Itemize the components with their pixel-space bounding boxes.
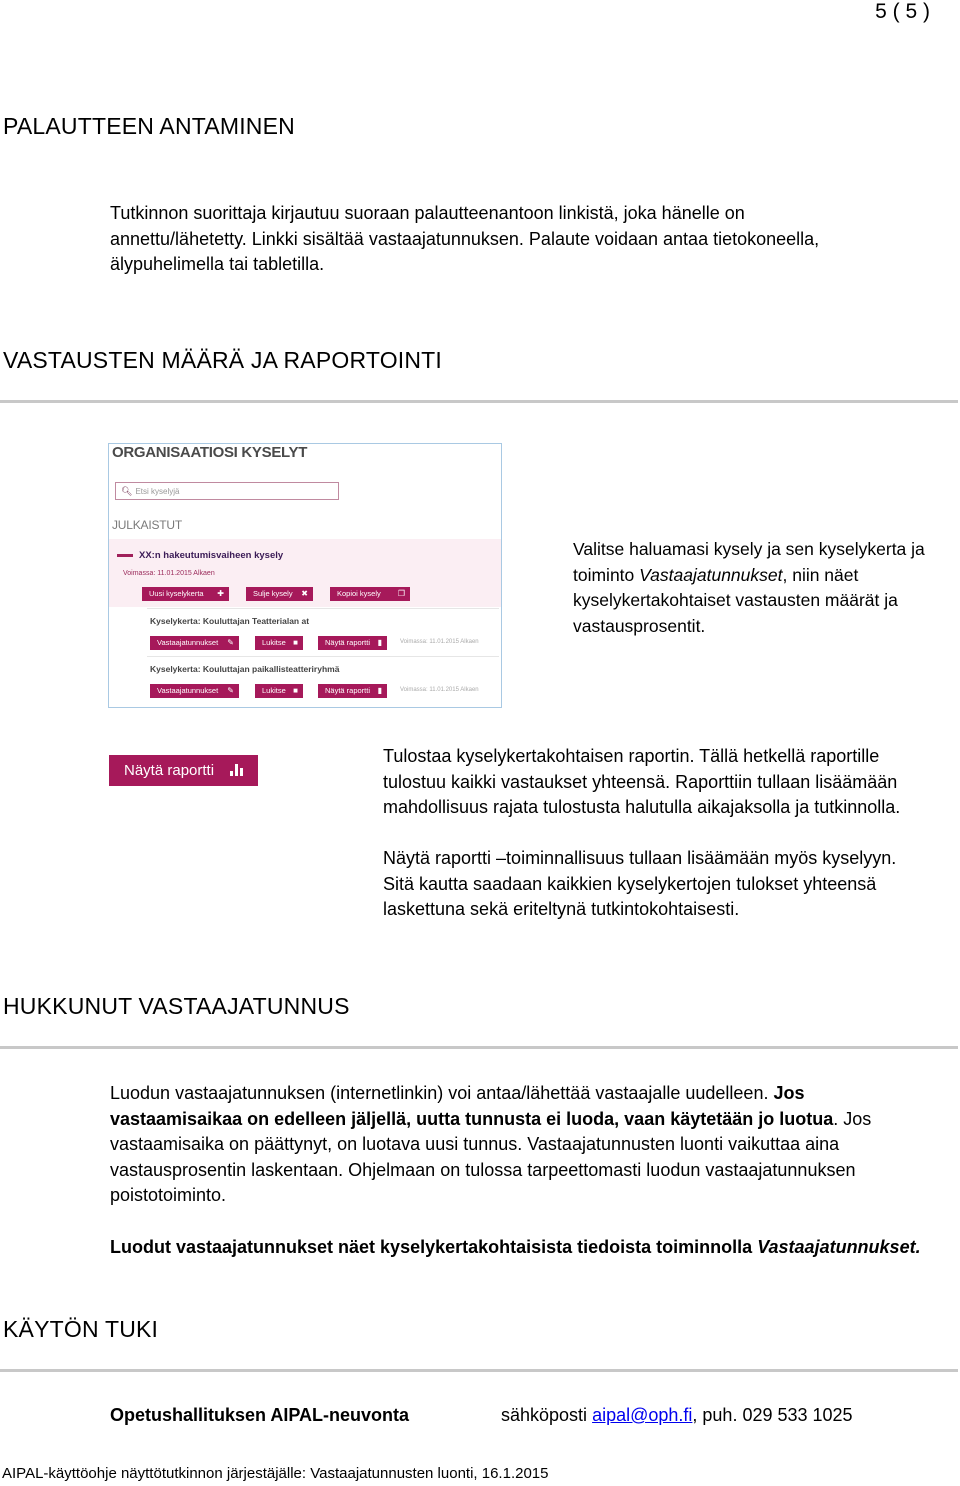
chart-icon: ▮ <box>377 638 382 647</box>
nayta-raportti-text: Näytä raportti –toiminnallisuus tullaan lisäämään myös kyselyyn. Sitä kautta saadaan kaikkien kyselykertojen tulokset yhteensä laskettuna sekä eriteltynä tutkintokohtaisesti. <box>383 848 897 919</box>
copy-kysely-button[interactable]: Kopioi kysely ❐ <box>330 587 410 601</box>
kyselykerta-name: Kyselykerta: Kouluttajan Teatterialan at <box>150 616 310 626</box>
plus-icon: ✚ <box>217 589 224 598</box>
screenshot-title: ORGANISAATIOSI KYSELYT <box>112 444 308 461</box>
heading-hukkunut-vastaajatunnus: HUKKUNUT VASTAAJATUNNUS <box>3 993 350 1019</box>
close-icon: ✖ <box>301 589 308 598</box>
close-kysely-button[interactable]: Sulje kysely ✖ <box>246 587 313 601</box>
search-icon: 🔍︎ <box>121 486 133 496</box>
kysely-name[interactable]: XX:n hakeutumisvaiheen kysely <box>117 550 283 561</box>
email-link[interactable]: aipal@oph.fi <box>592 1405 693 1425</box>
hukkunut-text: Luodun vastaajatunnuksen (internetlinkin) voi antaa/lähettää vastaajalle uudelleen. Jos vastaamisaikaa on edelleen jäljellä, uutta tunnusta ei luoda, vaan käytetään jo luotua. Jos vastaamisaika on päättynyt, on luotava uusi tunnus. Vastaajatunnusten luonti vaikuttaa aina vastausprosentin laskentaan. Ohjelmaan on tulossa tarpeettomasti luodun vastaajatunnuksen poistotoiminto. <box>110 1083 872 1205</box>
divider <box>0 1046 958 1049</box>
divider <box>0 1369 958 1372</box>
palautteen-text: Tutkinnon suorittaja kirjautuu suoraan palautteenantoon linkistä, joka hänelle on annettu/lähetetty. Linkki sisältää vastaajatunnuksen. Palaute voidaan antaa tietokoneella, älypuhelimella tai tabletilla. <box>110 203 820 274</box>
valitse-text: Valitse haluamasi kysely ja sen kyselykerta ja toiminto Vastaajatunnukset, niin näet kyselykertakohtaiset vastausten määrät ja vastausprosentit. <box>573 539 925 636</box>
show-report-button[interactable]: Näytä raportti ▮ <box>318 636 387 650</box>
footer: AIPAL-käyttöohje näyttötutkinnon järjestäjälle: Vastaajatunnusten luonti, 16.1.2015 <box>2 1465 549 1482</box>
heading-palautteen-antaminen: PALAUTTEEN ANTAMINEN <box>3 113 295 139</box>
vastaajatunnukset-button[interactable]: Vastaajatunnukset ✎ <box>150 636 239 650</box>
chart-icon <box>230 764 244 776</box>
kyselykerta-voimassa: Voimassa: 11.01.2015 Alkaen <box>400 687 479 693</box>
edit-icon: ✎ <box>227 638 234 647</box>
heading-kayton-tuki: KÄYTÖN TUKI <box>3 1316 159 1342</box>
lock-button[interactable]: Lukitse ■ <box>255 636 303 650</box>
divider <box>0 400 958 403</box>
kysely-voimassa: Voimassa: 11.01.2015 Alkaen <box>123 570 215 577</box>
lock-icon: ■ <box>293 638 298 647</box>
support-org: Opetushallituksen AIPAL-neuvonta <box>110 1405 410 1425</box>
search-input[interactable]: 🔍︎ Etsi kyselyjä <box>115 482 339 500</box>
chart-icon: ▮ <box>377 686 382 695</box>
show-report-button[interactable]: Näytä raportti ▮ <box>318 684 387 698</box>
show-report-button[interactable]: Näytä raportti <box>109 755 258 786</box>
new-kyselykerta-button[interactable]: Uusi kyselykerta ✚ <box>142 587 229 601</box>
heading-vastausten-maara: VASTAUSTEN MÄÄRÄ JA RAPORTOINTI <box>3 347 443 373</box>
vastaajatunnukset-button[interactable]: Vastaajatunnukset ✎ <box>150 684 239 698</box>
section-label: JULKAISTUT <box>112 518 183 532</box>
copy-icon: ❐ <box>397 589 405 598</box>
tulostaa-text: Tulostaa kyselykertakohtaisen raportin. Tällä hetkellä raportille tulostuu kaikki vastaukset yhteensä. Raporttiin tullaan lisäämään mahdollisuus rajata tulostusta halutulla aikajaksolla ja tutkinnolla. <box>383 746 901 817</box>
luodut-text: Luodut vastaajatunnukset näet kyselykertakohtaisista tiedoista toiminnolla Vastaajatunnukset. <box>110 1237 921 1257</box>
support-contact: sähköposti aipal@oph.fi, puh. 029 533 1025 <box>501 1405 853 1425</box>
kyselykerta-voimassa: Voimassa: 11.01.2015 Alkaen <box>400 639 479 645</box>
edit-icon: ✎ <box>227 686 234 695</box>
kyselyt-screenshot <box>108 443 502 708</box>
kyselykerta-name: Kyselykerta: Kouluttajan paikallisteatteriryhmä <box>150 664 340 674</box>
lock-icon: ■ <box>293 686 298 695</box>
separator <box>147 608 499 609</box>
page-number: 5 ( 5 ) <box>875 0 930 23</box>
lock-button[interactable]: Lukitse ■ <box>255 684 303 698</box>
separator <box>147 656 499 657</box>
